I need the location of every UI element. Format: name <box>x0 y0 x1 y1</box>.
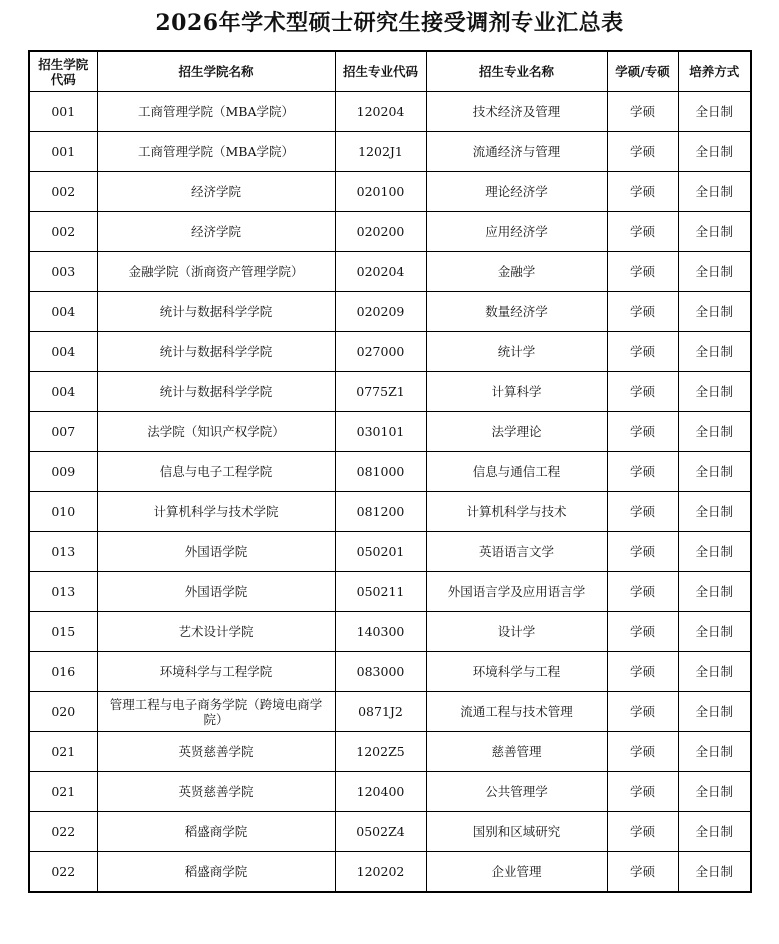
major-name-cell: 法学理论 <box>426 412 607 452</box>
college-code-cell: 001 <box>29 132 97 172</box>
table-row <box>29 452 751 492</box>
college-name-cell: 稻盛商学院 <box>97 812 335 852</box>
study-mode-cell: 全日制 <box>678 292 751 332</box>
major-code-cell: 020100 <box>335 172 426 212</box>
major-code-cell: 083000 <box>335 652 426 692</box>
degree-type-cell: 学硕 <box>607 732 678 772</box>
study-mode-cell: 全日制 <box>678 572 751 612</box>
major-name-cell: 外国语言学及应用语言学 <box>426 572 607 612</box>
degree-type-cell: 学硕 <box>607 572 678 612</box>
college-code-cell: 002 <box>29 172 97 212</box>
header-degree-type: 学硕/专硕 <box>607 51 678 92</box>
table-row <box>29 492 751 532</box>
study-mode-cell: 全日制 <box>678 492 751 532</box>
study-mode-cell: 全日制 <box>678 252 751 292</box>
college-name-cell: 工商管理学院（MBA学院） <box>97 132 335 172</box>
major-code-cell: 0775Z1 <box>335 372 426 412</box>
college-code-cell: 010 <box>29 492 97 532</box>
college-name-cell: 工商管理学院（MBA学院） <box>97 92 335 132</box>
table-row <box>29 212 751 252</box>
major-code-cell: 027000 <box>335 332 426 372</box>
table-row <box>29 132 751 172</box>
table-row <box>29 172 751 212</box>
table-row <box>29 692 751 732</box>
header-college-name: 招生学院名称 <box>97 51 335 92</box>
degree-type-cell: 学硕 <box>607 132 678 172</box>
degree-type-cell: 学硕 <box>607 812 678 852</box>
degree-type-cell: 学硕 <box>607 92 678 132</box>
major-name-cell: 国别和区域研究 <box>426 812 607 852</box>
table-row <box>29 332 751 372</box>
degree-type-cell: 学硕 <box>607 212 678 252</box>
header-college-code: 招生学院代码 <box>29 51 97 92</box>
major-name-cell: 环境科学与工程 <box>426 652 607 692</box>
degree-type-cell: 学硕 <box>607 332 678 372</box>
major-name-cell: 计算科学 <box>426 372 607 412</box>
major-code-cell: 020200 <box>335 212 426 252</box>
table-row <box>29 772 751 812</box>
college-code-cell: 004 <box>29 292 97 332</box>
college-name-cell: 统计与数据科学学院 <box>97 332 335 372</box>
degree-type-cell: 学硕 <box>607 412 678 452</box>
degree-type-cell: 学硕 <box>607 172 678 212</box>
study-mode-cell: 全日制 <box>678 692 751 732</box>
table-row <box>29 252 751 292</box>
study-mode-cell: 全日制 <box>678 172 751 212</box>
college-code-cell: 022 <box>29 852 97 893</box>
college-name-cell: 经济学院 <box>97 212 335 252</box>
major-name-cell: 公共管理学 <box>426 772 607 812</box>
major-name-cell: 企业管理 <box>426 852 607 893</box>
major-code-cell: 050211 <box>335 572 426 612</box>
degree-type-cell: 学硕 <box>607 692 678 732</box>
study-mode-cell: 全日制 <box>678 452 751 492</box>
major-code-cell: 020204 <box>335 252 426 292</box>
degree-type-cell: 学硕 <box>607 532 678 572</box>
college-name-cell: 英贤慈善学院 <box>97 732 335 772</box>
study-mode-cell: 全日制 <box>678 132 751 172</box>
degree-type-cell: 学硕 <box>607 772 678 812</box>
degree-type-cell: 学硕 <box>607 852 678 893</box>
college-code-cell: 009 <box>29 452 97 492</box>
college-code-cell: 015 <box>29 612 97 652</box>
major-code-cell: 120204 <box>335 92 426 132</box>
college-name-cell: 环境科学与工程学院 <box>97 652 335 692</box>
summary-table <box>28 50 752 893</box>
table-row <box>29 732 751 772</box>
table-body <box>29 92 751 893</box>
major-name-cell: 金融学 <box>426 252 607 292</box>
study-mode-cell: 全日制 <box>678 412 751 452</box>
table-row <box>29 852 751 893</box>
major-name-cell: 信息与通信工程 <box>426 452 607 492</box>
college-code-cell: 001 <box>29 92 97 132</box>
study-mode-cell: 全日制 <box>678 532 751 572</box>
college-code-cell: 013 <box>29 572 97 612</box>
table-row <box>29 812 751 852</box>
college-name-cell: 艺术设计学院 <box>97 612 335 652</box>
degree-type-cell: 学硕 <box>607 292 678 332</box>
major-code-cell: 140300 <box>335 612 426 652</box>
major-name-cell: 英语语言文学 <box>426 532 607 572</box>
study-mode-cell: 全日制 <box>678 332 751 372</box>
study-mode-cell: 全日制 <box>678 612 751 652</box>
major-name-cell: 数量经济学 <box>426 292 607 332</box>
college-code-cell: 021 <box>29 732 97 772</box>
table-row <box>29 572 751 612</box>
major-name-cell: 技术经济及管理 <box>426 92 607 132</box>
header-major-code: 招生专业代码 <box>335 51 426 92</box>
table-row <box>29 372 751 412</box>
college-name-cell: 经济学院 <box>97 172 335 212</box>
major-name-cell: 计算机科学与技术 <box>426 492 607 532</box>
college-name-cell: 稻盛商学院 <box>97 852 335 893</box>
degree-type-cell: 学硕 <box>607 492 678 532</box>
degree-type-cell: 学硕 <box>607 612 678 652</box>
college-code-cell: 020 <box>29 692 97 732</box>
header-major-name: 招生专业名称 <box>426 51 607 92</box>
college-name-cell: 英贤慈善学院 <box>97 772 335 812</box>
college-code-cell: 007 <box>29 412 97 452</box>
major-name-cell: 应用经济学 <box>426 212 607 252</box>
study-mode-cell: 全日制 <box>678 372 751 412</box>
study-mode-cell: 全日制 <box>678 212 751 252</box>
study-mode-cell: 全日制 <box>678 92 751 132</box>
table-row <box>29 92 751 132</box>
page-title: 2026年学术型硕士研究生接受调剂专业汇总表 <box>155 10 624 36</box>
degree-type-cell: 学硕 <box>607 652 678 692</box>
college-code-cell: 016 <box>29 652 97 692</box>
college-code-cell: 021 <box>29 772 97 812</box>
major-code-cell: 120202 <box>335 852 426 893</box>
major-code-cell: 081000 <box>335 452 426 492</box>
college-name-cell: 信息与电子工程学院 <box>97 452 335 492</box>
major-name-cell: 流通工程与技术管理 <box>426 692 607 732</box>
major-code-cell: 120400 <box>335 772 426 812</box>
college-name-cell: 统计与数据科学学院 <box>97 292 335 332</box>
major-code-cell: 1202J1 <box>335 132 426 172</box>
college-name-cell: 外国语学院 <box>97 572 335 612</box>
major-name-cell: 统计学 <box>426 332 607 372</box>
table-row <box>29 292 751 332</box>
college-name-cell: 外国语学院 <box>97 532 335 572</box>
college-code-cell: 004 <box>29 332 97 372</box>
college-code-cell: 013 <box>29 532 97 572</box>
header-study-mode: 培养方式 <box>678 51 751 92</box>
table-row <box>29 532 751 572</box>
degree-type-cell: 学硕 <box>607 252 678 292</box>
study-mode-cell: 全日制 <box>678 772 751 812</box>
table-header <box>29 51 751 92</box>
major-name-cell: 慈善管理 <box>426 732 607 772</box>
college-code-cell: 004 <box>29 372 97 412</box>
major-code-cell: 050201 <box>335 532 426 572</box>
major-name-cell: 理论经济学 <box>426 172 607 212</box>
college-code-cell: 003 <box>29 252 97 292</box>
major-code-cell: 081200 <box>335 492 426 532</box>
major-name-cell: 流通经济与管理 <box>426 132 607 172</box>
study-mode-cell: 全日制 <box>678 652 751 692</box>
study-mode-cell: 全日制 <box>678 732 751 772</box>
table-row <box>29 412 751 452</box>
study-mode-cell: 全日制 <box>678 852 751 893</box>
college-code-cell: 022 <box>29 812 97 852</box>
college-code-cell: 002 <box>29 212 97 252</box>
college-name-cell: 金融学院（浙商资产管理学院） <box>97 252 335 292</box>
study-mode-cell: 全日制 <box>678 812 751 852</box>
major-code-cell: 0871J2 <box>335 692 426 732</box>
college-name-cell: 管理工程与电子商务学院（跨境电商学院） <box>97 692 335 732</box>
header-row <box>29 51 751 92</box>
major-name-cell: 设计学 <box>426 612 607 652</box>
major-code-cell: 1202Z5 <box>335 732 426 772</box>
degree-type-cell: 学硕 <box>607 452 678 492</box>
major-code-cell: 020209 <box>335 292 426 332</box>
college-name-cell: 计算机科学与技术学院 <box>97 492 335 532</box>
table-row <box>29 612 751 652</box>
college-name-cell: 法学院（知识产权学院） <box>97 412 335 452</box>
major-code-cell: 0502Z4 <box>335 812 426 852</box>
major-code-cell: 030101 <box>335 412 426 452</box>
table-row <box>29 652 751 692</box>
degree-type-cell: 学硕 <box>607 372 678 412</box>
college-name-cell: 统计与数据科学学院 <box>97 372 335 412</box>
